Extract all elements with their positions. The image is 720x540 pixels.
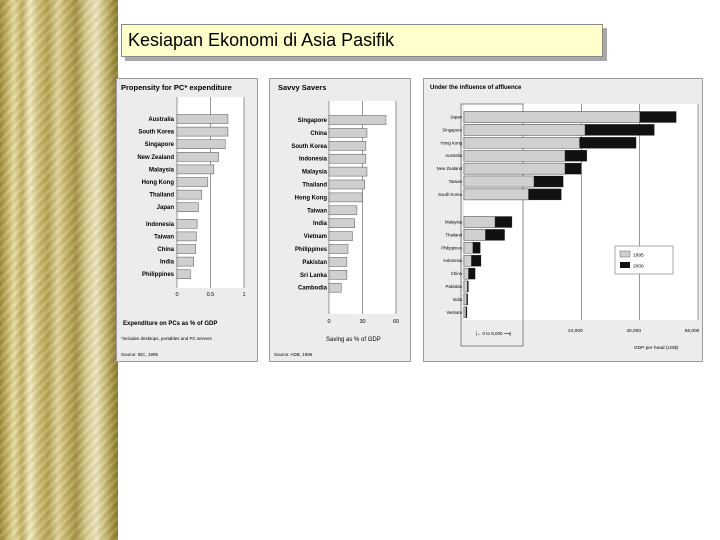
chart2-bar <box>329 141 366 150</box>
chart3-plot-area <box>464 104 698 320</box>
chart2-category-label: Sri Lanka <box>299 272 327 279</box>
chart3-bar-1995 <box>464 229 485 240</box>
chart3-legend-swatch-1995 <box>620 251 630 257</box>
chart3-x-label: GDP per head (US$) <box>634 346 679 351</box>
chart1-title: Propensity for PC* expenditure <box>121 83 232 92</box>
chart3-bar-1995 <box>464 137 580 148</box>
chart2-x-label: Saving as % of GDP <box>326 337 381 343</box>
chart3-bar-1995 <box>464 217 495 228</box>
chart1-category-label: China <box>157 247 174 253</box>
chart1-tick-label: 1 <box>242 292 246 298</box>
chart1-bar <box>177 257 194 266</box>
chart2-category-label: Malaysia <box>301 169 327 176</box>
chart2-category-label: Thailand <box>302 182 327 189</box>
chart1-bar <box>177 140 225 149</box>
chart3-bar-1995 <box>464 242 473 253</box>
chart3-category-label: Malaysia <box>445 219 462 225</box>
chart2-bar <box>329 193 363 202</box>
pc-expenditure-panel <box>116 78 258 362</box>
chart2-bar <box>329 245 348 254</box>
chart3-category-label: Philippines <box>441 245 462 251</box>
chart1-category-label: Taiwan <box>154 234 174 241</box>
chart3-category-label: Vietnam <box>446 309 462 315</box>
decorative-background-strip <box>0 0 118 540</box>
chart2-source: Source: ADB, 1996 <box>274 352 313 357</box>
chart1-footnote: *includes desktops, portables and PC servers <box>121 336 212 341</box>
chart3-title: Under the influence of affluence <box>430 85 522 91</box>
chart2-category-label: Cambodia <box>297 285 327 292</box>
chart3-bar-1995 <box>464 255 471 266</box>
chart3-category-label: New Zealand <box>436 166 462 172</box>
chart2-tick-label: 0 <box>327 319 331 325</box>
pc-expenditure-chart <box>117 79 257 361</box>
chart3-bar-1995 <box>464 112 640 123</box>
chart3-category-label: Thailand <box>445 232 462 238</box>
chart1-x-label: Expenditure on PCs as % of GDP <box>123 321 218 327</box>
chart1-tick-label: 0.5 <box>206 292 215 298</box>
chart1-bar <box>177 178 208 187</box>
chart3-category-label: Australia <box>445 153 462 159</box>
chart3-bar-1995 <box>464 176 534 187</box>
chart2-category-label: Vietnam <box>303 234 327 241</box>
chart1-category-label: Malaysia <box>148 167 174 174</box>
chart3-category-label: Taiwan <box>448 179 462 184</box>
chart3-legend-box <box>615 246 673 274</box>
chart2-bar <box>329 283 341 292</box>
affluence-chart <box>424 79 702 361</box>
chart3-bar-1995 <box>464 307 466 318</box>
chart1-category-label: Philippines <box>141 272 174 279</box>
chart3-tick-label: 56,000 <box>684 329 700 334</box>
chart1-bar <box>177 152 219 161</box>
chart2-bar <box>329 180 365 189</box>
chart3-category-label: South Korea <box>438 191 462 197</box>
chart1-category-label: Singapore <box>144 142 174 149</box>
chart1-bar <box>177 270 190 279</box>
chart2-bar <box>329 257 347 266</box>
savvy-savers-chart <box>270 79 410 361</box>
chart3-category-label: Japan <box>450 114 462 120</box>
chart3-bar-1995 <box>464 163 565 174</box>
chart3-tick-label: 24,000 <box>567 329 583 334</box>
chart2-bar <box>329 206 357 215</box>
chart3-bar-1995 <box>464 281 467 292</box>
chart1-bar <box>177 203 198 212</box>
chart3-legend-label-2000: 2000 <box>633 264 644 270</box>
chart2-category-label: Singapore <box>297 118 327 124</box>
slide-title-box <box>121 24 603 57</box>
chart1-bar <box>177 219 197 228</box>
chart2-bar <box>329 270 347 279</box>
chart2-bar <box>329 167 367 176</box>
chart2-bar <box>329 219 355 228</box>
chart3-tick-label: 40,000 <box>626 329 642 334</box>
chart2-bar <box>329 154 366 163</box>
savvy-savers-panel <box>269 78 411 362</box>
affluence-panel <box>423 78 703 362</box>
chart2-bar <box>329 232 352 241</box>
chart3-category-label: Singapore <box>442 127 462 133</box>
chart2-tick-label: 30 <box>359 319 366 325</box>
chart3-legend-label-1995: 1995 <box>633 253 644 259</box>
chart1-category-label: Japan <box>156 205 174 212</box>
chart2-category-label: India <box>312 221 327 228</box>
chart1-category-label: Australia <box>148 117 174 123</box>
chart3-bar-1995 <box>464 150 565 161</box>
chart3-bar-1995 <box>464 294 467 305</box>
chart2-tick-label: 60 <box>392 319 400 325</box>
chart1-category-label: Indonesia <box>145 221 174 228</box>
chart3-category-label: Hong Kong <box>440 140 462 146</box>
chart2-category-label: Hong Kong <box>294 195 327 202</box>
chart2-bar <box>329 116 386 125</box>
chart3-category-label: China <box>450 271 462 277</box>
chart1-source: Source: IDC, 1995 <box>121 352 159 357</box>
chart3-bar-1995 <box>464 268 468 279</box>
chart1-bar <box>177 190 202 199</box>
chart3-category-label: Indonesia <box>443 258 462 264</box>
chart2-bar <box>329 128 367 137</box>
chart1-tick-label: 0 <box>175 292 179 298</box>
chart2-category-label: Indonesia <box>298 156 327 163</box>
chart3-legend-swatch-2000 <box>620 262 630 268</box>
chart3-category-label: Pakistan <box>445 284 462 289</box>
chart1-bar <box>177 127 228 136</box>
chart1-bar <box>177 245 196 254</box>
chart1-category-label: Thailand <box>149 192 174 199</box>
slide-title: Kesiapan Ekonomi di Asia Pasifik <box>128 30 395 50</box>
chart1-bar <box>177 165 214 174</box>
chart1-category-label: New Zealand <box>137 154 174 161</box>
chart2-category-label: Philippines <box>294 247 327 253</box>
chart3-bar-1995 <box>464 189 528 200</box>
chart2-category-label: Pakistan <box>302 259 327 266</box>
chart2-category-label: China <box>310 130 327 137</box>
chart1-category-label: Hong Kong <box>141 180 174 186</box>
chart3-bar-1995 <box>464 124 585 135</box>
chart2-category-label: Taiwan <box>307 208 327 215</box>
chart1-bar <box>177 115 228 124</box>
chart3-category-label: India <box>452 296 462 302</box>
chart2-title: Savvy Savers <box>278 83 327 92</box>
chart2-category-label: South Korea <box>291 143 327 150</box>
chart1-category-label: India <box>159 259 174 266</box>
chart1-bar <box>177 232 196 241</box>
chart3-inset-label: |← 0 to 8,000 ⟶| <box>475 331 512 336</box>
chart1-category-label: South Korea <box>138 129 174 136</box>
